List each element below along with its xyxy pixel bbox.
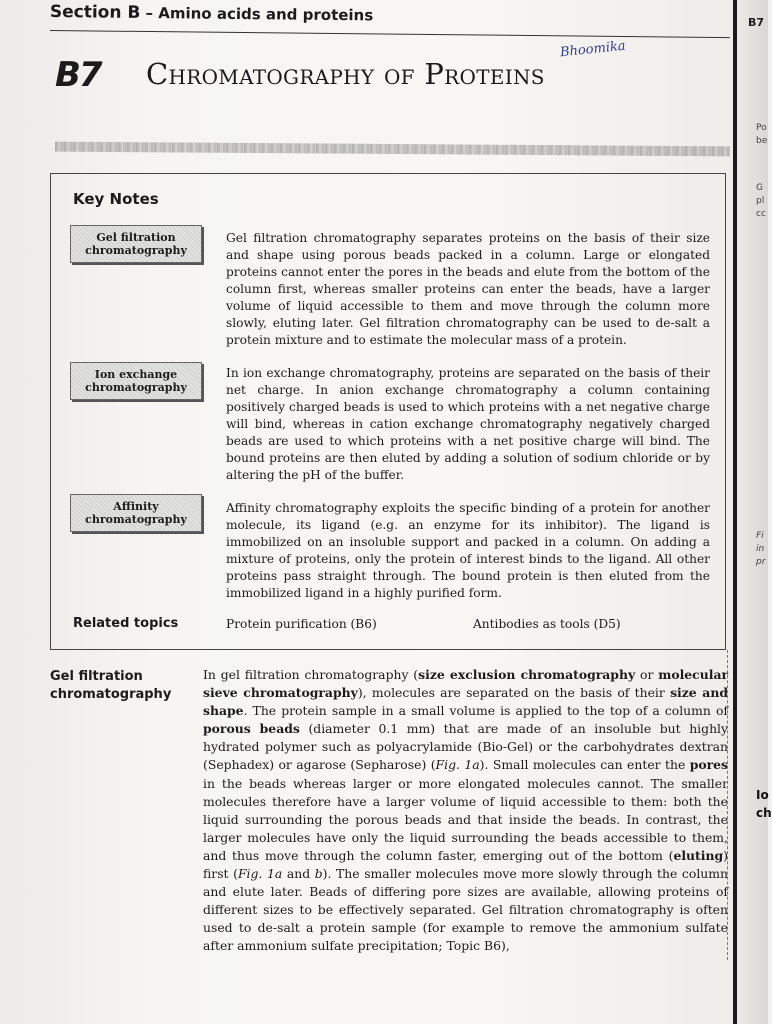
text-run: and — [282, 866, 315, 882]
facing-page-fragment: Io ch — [756, 788, 772, 820]
section-heading-line: Gel filtration — [50, 669, 143, 684]
text-run: . The protein sample in a small volume is applied to the top of a column of — [243, 703, 728, 719]
chapter-code: B7 — [55, 55, 101, 95]
key-notes-title: Key Notes — [73, 190, 159, 208]
text-run: ) first ( — [203, 847, 728, 882]
facing-page-code: B7 — [748, 16, 765, 29]
figure-reference: Fig. 1a — [435, 757, 480, 773]
facing-page-fragment: G pl cc — [756, 183, 766, 219]
text-run: (diameter 0.1 mm) that are made of an insoluble but highly hydrated polymer such as polyacrylamide (Bio-Gel) or the carbohydrates dextran (Sephadex) or agarose (Sepharose) ( — [203, 721, 729, 773]
chapter-title: Chromatography of Proteins — [146, 57, 545, 91]
figure-reference: b — [314, 866, 323, 882]
key-note-label-ion-exchange: Ion exchange chromatography — [70, 362, 202, 400]
figure-reference: Fig. 1a — [237, 866, 283, 882]
body-paragraph — [203, 666, 728, 956]
handwritten-signature: Bhoomika — [559, 38, 627, 61]
bold-term: pores — [689, 757, 729, 773]
text-run: or — [635, 667, 659, 682]
bold-term: size and shape — [203, 685, 729, 719]
related-topic-link[interactable]: Antibodies as tools (D5) — [473, 617, 621, 631]
page-gutter-shadow — [727, 650, 730, 960]
bold-term: size exclusion chromatography — [418, 667, 636, 682]
section-header — [50, 2, 374, 25]
key-note-label-gel-filtration: Gel filtration chromatography — [70, 225, 202, 263]
bold-term: molecular sieve chromatography — [203, 667, 729, 701]
text-run: ). Small molecules can enter the — [479, 757, 690, 773]
section-title: – Amino acids and proteins — [140, 3, 374, 25]
section-heading-line: chromatography — [50, 687, 172, 702]
section-heading — [50, 668, 190, 704]
related-topic-link[interactable]: Protein purification (B6) — [226, 617, 377, 631]
key-note-text-gel-filtration: Gel filtration chromatography separates proteins on the basis of their size and shape using porous beads packed in a column. Large or elongated proteins cannot enter the pores in the beads and elute from the bottom of the column first, whereas smaller proteins can enter the beads, have a larger volume of liquid accessible to them and move through the column more slowly, eluting later. Gel filtration chromatography can be used to de-salt a protein mixture and to estimate the molecular mass of a protein. — [226, 231, 710, 347]
text-run: ). The smaller molecules move more slowly through the column and elute later. Beads of differing pore sizes are available, allowing proteins of different sizes to be effectively separated. Gel filtration chromatography is often used to de-salt a protein sample (for example to remove the ammonium sulfate after ammonium sulfate precipitation; Topic B6), — [203, 866, 728, 954]
text-run: ), molecules are separated on the basis of their — [357, 685, 671, 701]
key-note-text-affinity: Affinity chromatography exploits the specific binding of a protein for another molecule, its ligand (e.g. an enzyme for its inhibitor). The ligand is immobilized on an insoluble support and packed in a column. On adding a mixture of proteins, only the protein of interest binds to the ligand. All other proteins pass straight through. The bound protein is then eluted from the immobilized ligand in a highly purified form. — [226, 501, 710, 600]
text-run: In gel filtration chromatography ( — [203, 667, 419, 682]
bold-term: eluting — [673, 847, 724, 863]
key-note-label-affinity: Affinity chromatography — [70, 494, 202, 532]
related-topics-label: Related topics — [73, 616, 179, 631]
bold-term: porous beads — [203, 721, 300, 737]
key-note-text-ion-exchange: In ion exchange chromatography, proteins are separated on the basis of their net charge. In anion exchange chromatography a column containing positively charged beads is used to which proteins with a net negative charge will bind, whereas in cation exchange chromatography negatively charged beads are used to which proteins with a net positive charge will bind. The bound proteins are then eluted by adding a solution of sodium chloride or by altering the pH of the buffer. — [226, 366, 710, 482]
facing-page-fragment: Fi in pr — [756, 531, 766, 567]
section-prefix: Section B — [49, 2, 141, 23]
facing-page-fragment: Po be — [756, 123, 768, 146]
page-gutter-edge — [733, 0, 737, 1024]
text-run: in the beads whereas larger or more elongated molecules cannot. The smaller molecules therefore have a larger volume of liquid accessible to them: both the liquid surrounding the porous beads and that inside the beads. In contrast, the larger molecules have only the liquid surrounding the beads accessible to them, and thus move through the column faster, emerging out of the bottom ( — [203, 775, 728, 863]
